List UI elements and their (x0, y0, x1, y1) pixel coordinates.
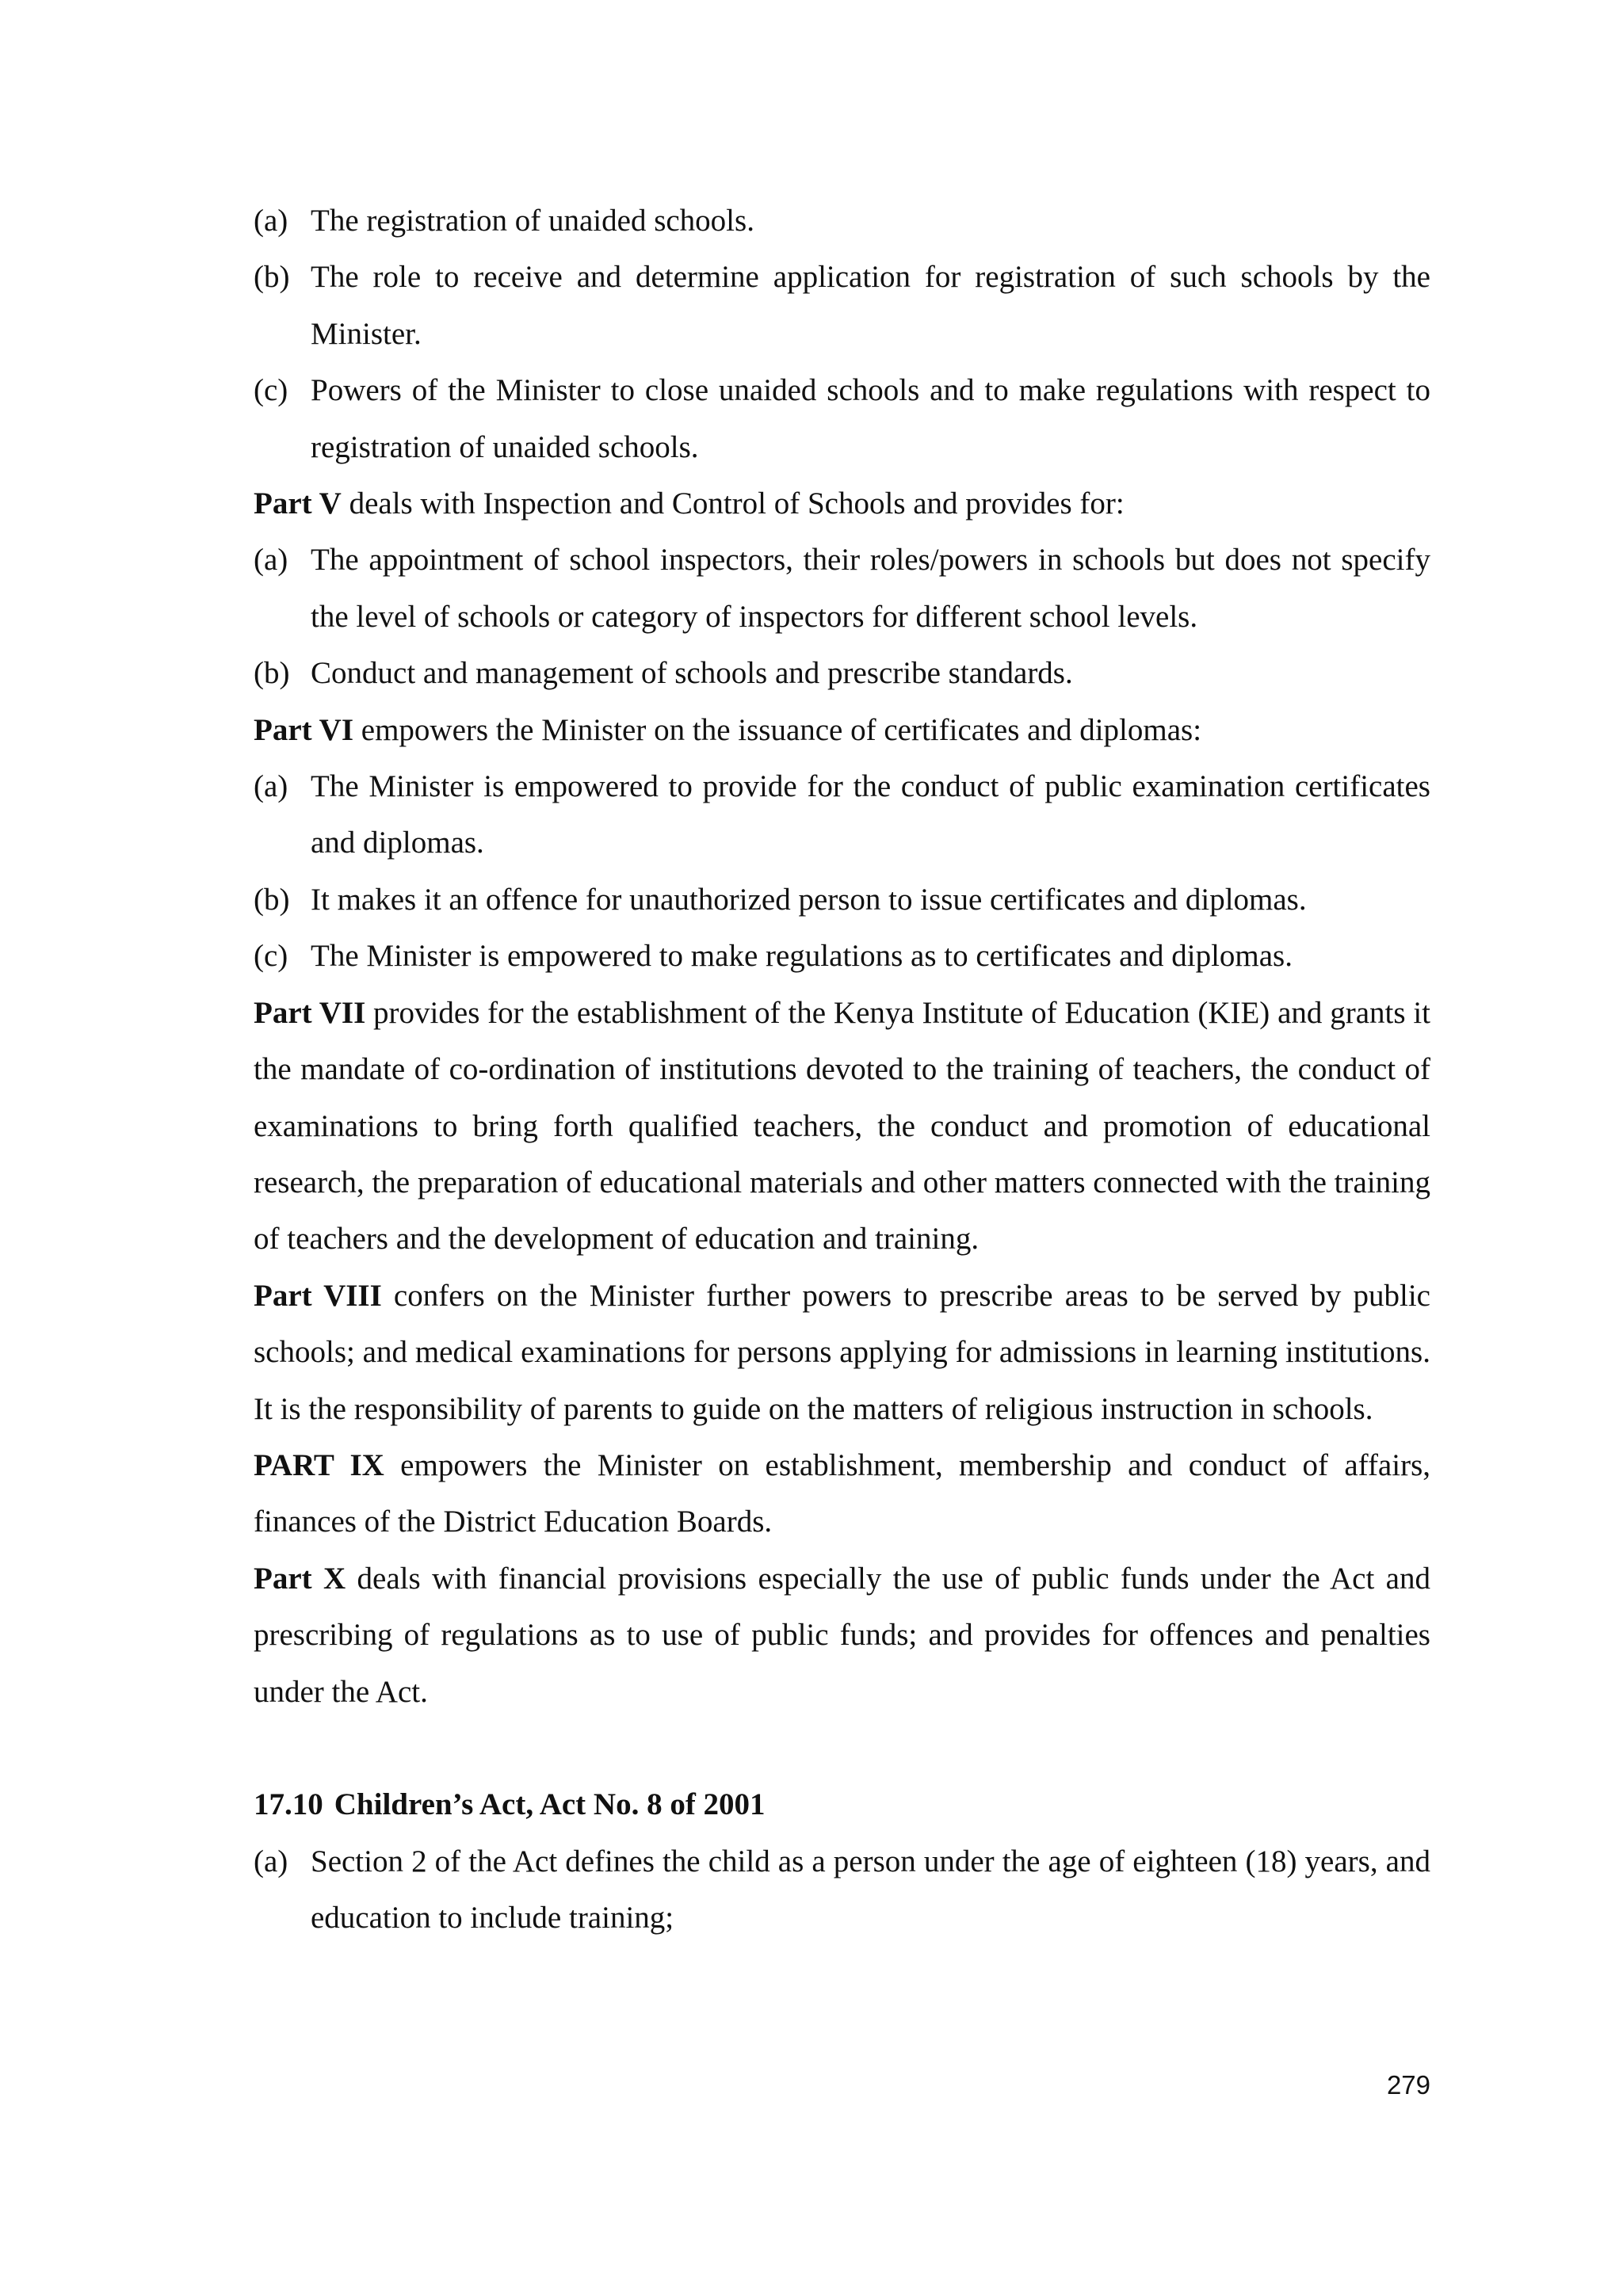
blank-line (254, 1720, 1430, 1776)
list-marker: (a) (254, 204, 288, 238)
list-item (254, 871, 1430, 928)
part-vi-text: empowers the Minister on the issuance of certificates and diplomas: (353, 712, 1202, 747)
list-text: The Minister is empowered to make regulations as to certificates and diplomas. (311, 939, 1293, 974)
page-number: 279 (1386, 2070, 1430, 2100)
document-page (254, 193, 1430, 1947)
part-vii-paragraph (254, 985, 1430, 1268)
part-vii-text: provides for the establishment of the Kenya Institute of Education (KIE) and grants it the mandate of co-ordination of institutions devoted to the training of teachers, the conduct of examinations to bring forth qualified teachers, the conduct and promotion of educational research, the preparation of educational materials and other matters connected with the training of teachers and the development of education and training. (254, 995, 1431, 1257)
part-v-label: Part V (254, 486, 342, 521)
part-ix-label: PART IX (254, 1447, 384, 1482)
part-ix-paragraph (254, 1437, 1430, 1550)
list-text: The Minister is empowered to provide for the conduct of public examination certificates and diplomas. (311, 769, 1430, 860)
list-item (254, 928, 1430, 984)
part-x-label: Part X (254, 1561, 346, 1596)
list-marker: (c) (254, 939, 288, 974)
list-text: Powers of the Minister to close unaided schools and to make regulations with respect to registration of unaided schools. (311, 373, 1430, 464)
list-item (254, 532, 1430, 645)
part-ix-text: empowers the Minister on establishment, membership and conduct of affairs, finances of the District Education Boards. (254, 1447, 1430, 1539)
part-viii-paragraph (254, 1268, 1430, 1437)
part-vii-label: Part VII (254, 995, 366, 1030)
section-number: 17.10 (254, 1787, 323, 1822)
section-title: Children’s Act, Act No. 8 of 2001 (334, 1787, 766, 1822)
part-vi-paragraph (254, 702, 1430, 758)
section-heading (254, 1776, 1430, 1833)
list-marker: (a) (254, 769, 288, 804)
list-item (254, 249, 1430, 362)
list-marker: (a) (254, 1844, 288, 1878)
part-v-paragraph (254, 475, 1430, 532)
part-vi-label: Part VI (254, 712, 354, 747)
list-text: Conduct and management of schools and prescribe standards. (311, 656, 1073, 691)
list-item (254, 645, 1430, 701)
part-x-text: deals with financial provisions especially the use of public funds under the Act and prescribing of regulations as to use of public funds; and provides for offences and penalties under the Act. (254, 1561, 1430, 1709)
list-marker: (b) (254, 656, 290, 691)
list-text: It makes it an offence for unauthorized person to issue certificates and diplomas. (311, 882, 1307, 917)
list-text: Section 2 of the Act defines the child as a person under the age of eighteen (18) years, and education to include training; (311, 1844, 1430, 1936)
part-x-paragraph (254, 1550, 1430, 1720)
list-item (254, 758, 1430, 871)
list-item (254, 1833, 1430, 1947)
list-text: The registration of unaided schools. (311, 204, 754, 238)
list-text: The appointment of school inspectors, their roles/powers in schools but does not specify the level of schools or category of inspectors for different school levels. (311, 543, 1430, 634)
part-viii-label: Part VIII (254, 1278, 382, 1313)
list-marker: (b) (254, 260, 290, 295)
list-marker: (a) (254, 543, 288, 578)
list-marker: (b) (254, 882, 290, 917)
list-text: The role to receive and determine application for registration of such schools by the Minister. (311, 260, 1430, 351)
part-v-text: deals with Inspection and Control of Schools and provides for: (341, 486, 1125, 521)
list-item (254, 362, 1430, 475)
list-marker: (c) (254, 373, 288, 408)
part-viii-text: confers on the Minister further powers to prescribe areas to be served by public schools; and medical examinations for persons applying for admissions in learning institutions. It is the responsibility of parents to guide on the matters of religious instruction in schools. (254, 1278, 1430, 1426)
list-item (254, 193, 1430, 249)
